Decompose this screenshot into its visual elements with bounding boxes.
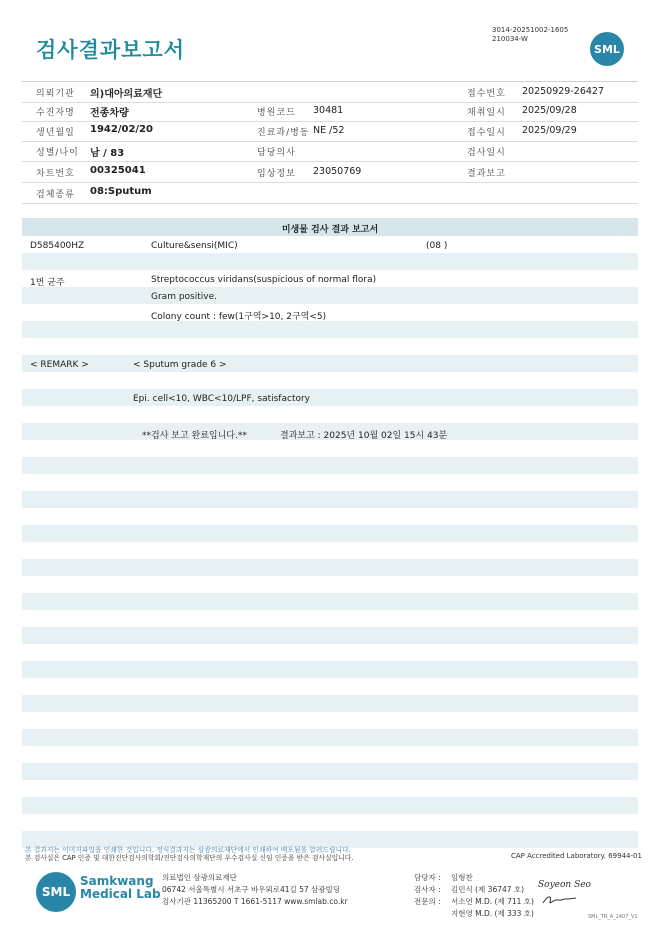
row-band	[22, 287, 638, 304]
org-address: 06742 서울특별시 서초구 바우뫼로41길 57 삼광빌딩	[162, 885, 341, 894]
form-code: SML_TR_A_2407_V1	[588, 914, 638, 920]
remark-grade: < Sputum grade 6 >	[133, 360, 227, 370]
info-value: 20250929-26427	[522, 86, 605, 97]
org-contact: 검사기관 11365200 T 1661-5117 www.smlab.co.kr	[162, 897, 348, 906]
info-label: 의뢰기관	[36, 89, 75, 99]
doc-id-line2: 210034-W	[492, 35, 528, 43]
corp-name-line1: Samkwang	[80, 874, 154, 888]
info-row	[22, 141, 638, 162]
info-label: 결과보고	[467, 169, 506, 179]
isolate-label: 1번 균주	[30, 278, 65, 288]
row-band	[22, 661, 638, 678]
doc-id-line1: 3014-20251002-1605	[492, 26, 569, 34]
sml-logo-icon: SML	[590, 32, 624, 66]
row-band	[22, 389, 638, 406]
info-value: 30481	[313, 105, 344, 116]
staff-label-specialist: 전문의 :	[414, 897, 441, 906]
staff-label-tester: 검사자 :	[414, 885, 441, 894]
corp-name	[80, 875, 161, 901]
info-label: 채취일시	[467, 108, 506, 118]
row-band	[22, 593, 638, 610]
row-band	[22, 355, 638, 372]
info-label: 임상정보	[257, 169, 296, 179]
info-label: 병원코드	[257, 108, 296, 118]
row-band	[22, 695, 638, 712]
staff-manager: 임형찬	[451, 873, 473, 882]
signature-ji-icon	[540, 893, 580, 907]
row-band	[22, 559, 638, 576]
staff-tester: 김민식 (제 36747 호)	[451, 885, 525, 894]
info-label: 차트번호	[36, 169, 75, 179]
notice-accreditation: 본 검사실은 CAP 인증 및 대한진단검사의학회/진단검사의학재단의 우수검사실 신임 인증을 받은 검사실입니다.	[25, 854, 354, 862]
info-label: 담당의사	[257, 148, 296, 158]
info-value: 전종차량	[90, 108, 129, 119]
row-band	[22, 763, 638, 780]
info-label: 수진자명	[36, 108, 75, 118]
info-label: 검사일시	[467, 148, 506, 158]
staff-label-manager: 담당자 :	[414, 873, 441, 882]
complete-message: **검사 보고 완료입니다.**	[142, 431, 247, 441]
page-title: 검사결과보고서	[36, 38, 186, 62]
colony-count: Colony count : few(1구역>10, 2구역<5)	[151, 312, 327, 322]
info-label: 접수번호	[467, 89, 506, 99]
remark-detail: Epi. cell<10, WBC<10/LPF, satisfactory	[133, 394, 311, 404]
info-label: 생년월일	[36, 128, 75, 138]
isolate-name: Streptococcus viridans(suspicious of normal flora)	[151, 275, 377, 285]
info-label: 진료과/병동	[257, 128, 310, 138]
staff-specialist-1: 서소연 M.D. (제 711 호)	[451, 897, 534, 906]
info-label: 검체종류	[36, 190, 75, 200]
row-band	[22, 457, 638, 474]
info-value: 1942/02/20	[90, 124, 153, 135]
info-value: 00325041	[90, 165, 146, 176]
test-specimen: (08 )	[426, 241, 448, 251]
row-band	[22, 525, 638, 542]
info-label: 접수일시	[467, 128, 506, 138]
info-value: 의)대아의료재단	[90, 89, 163, 100]
row-band	[22, 797, 638, 814]
info-value: 23050769	[313, 166, 362, 177]
info-row	[22, 121, 638, 142]
info-value: 08:Sputum	[90, 186, 152, 197]
info-label: 성별/나이	[36, 148, 79, 158]
info-value: 2025/09/28	[522, 105, 577, 116]
gram-result: Gram positive.	[151, 292, 217, 302]
info-row	[22, 81, 638, 103]
document-id	[492, 26, 568, 44]
info-value: 2025/09/29	[522, 125, 577, 136]
info-value: NE /52	[313, 125, 345, 136]
test-code: D585400HZ	[30, 241, 85, 251]
row-band	[22, 253, 638, 270]
test-name: Culture&sensi(MIC)	[151, 241, 238, 251]
sml-footer-logo-icon: SML	[36, 872, 76, 912]
info-row	[22, 183, 638, 204]
notice-image-print: 본 결과지는 이미지파일을 인쇄한 것입니다. 정식결과지는 삼광의료재단에서 인쇄하여 배포됨을 알려드립니다.	[25, 846, 351, 854]
report-section-title: 미생물 검사 결과 보고서	[281, 225, 379, 235]
row-band	[22, 627, 638, 644]
info-value: 남 / 83	[90, 148, 125, 159]
report-time: 결과보고 : 2025년 10월 02일 15시 43분	[280, 431, 448, 441]
row-band	[22, 729, 638, 746]
row-band	[22, 321, 638, 338]
staff-specialist-2: 지현영 M.D. (제 333 호)	[451, 909, 534, 918]
info-row	[22, 101, 638, 122]
row-band	[22, 491, 638, 508]
org-name: 의료법인 삼광의료재단	[162, 873, 237, 882]
corp-name-line2: Medical Lab	[80, 887, 161, 901]
remark-label: < REMARK >	[30, 360, 89, 370]
signature-seo: Soyeon Seo	[538, 880, 591, 890]
report-section-header	[22, 218, 638, 236]
info-row	[22, 162, 638, 183]
cap-accreditation: CAP Accredited Laboratory. 69944-01	[511, 852, 642, 860]
